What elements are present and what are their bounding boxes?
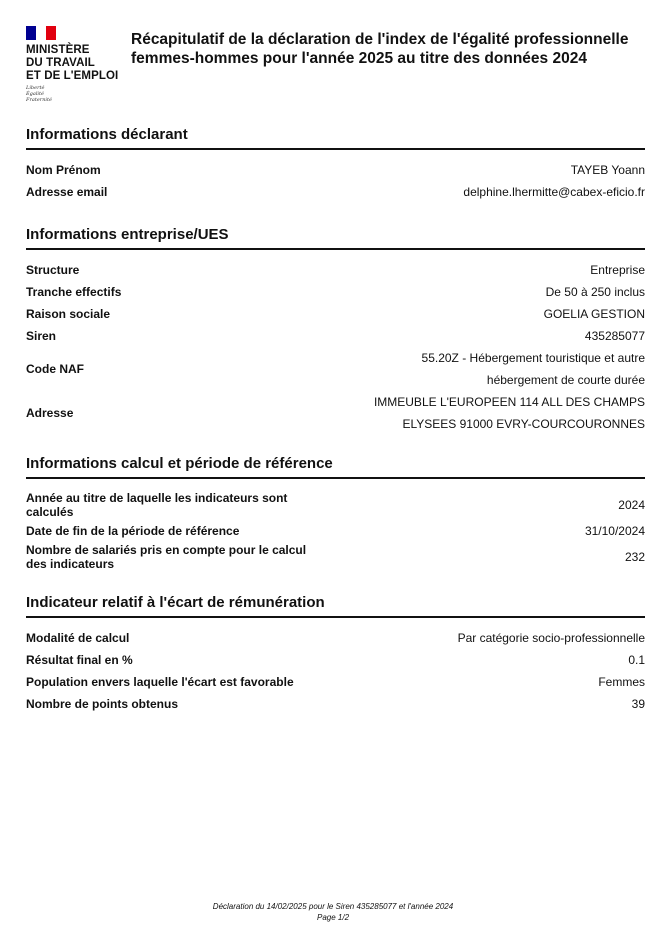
section-heading: Informations déclarant: [26, 125, 645, 150]
field-row: [26, 522, 645, 540]
logo-motto: Liberté Égalité Fraternité: [26, 85, 52, 103]
field-label: Modalité de calcul: [26, 631, 130, 645]
field-value: Par catégorie socio-professionnelle: [457, 631, 645, 645]
field-value: delphine.lhermitte@cabex-eficio.fr: [463, 185, 645, 199]
french-flag-icon: [26, 26, 56, 40]
field-value: De 50 à 250 inclus: [545, 285, 645, 299]
field-value: Entreprise: [590, 263, 645, 277]
field-label: Structure: [26, 263, 80, 277]
page-footer: [0, 901, 666, 923]
field-row: [26, 488, 645, 522]
field-label: Date de fin de la période de référence: [26, 524, 240, 538]
field-label: Population envers laquelle l'écart est favorable: [26, 675, 294, 689]
field-row: [26, 159, 645, 181]
field-label: Adresse email: [26, 185, 108, 199]
field-row: [26, 281, 645, 303]
section-heading: Informations calcul et période de référence: [26, 454, 645, 479]
field-row: [26, 649, 645, 671]
field-row: [26, 259, 645, 281]
logo-line-2: DU TRAVAIL: [26, 57, 95, 69]
section-calcul: [26, 454, 645, 574]
field-value: 232: [624, 550, 645, 564]
section-remuneration: [26, 593, 645, 715]
field-row: [26, 303, 645, 325]
field-value: 2024: [618, 498, 645, 512]
field-row: [26, 671, 645, 693]
section-heading: Indicateur relatif à l'écart de rémunération: [26, 593, 645, 618]
field-row: [26, 627, 645, 649]
field-row: [26, 347, 645, 391]
footer-declaration-info: Déclaration du 14/02/2025 pour le Siren 435285077 et l'année 2024: [212, 902, 454, 911]
field-row: [26, 540, 645, 574]
page-title: Récapitulatif de la déclaration de l'index de l'égalité professionnelle femmes-hommes pour l'année 2025 au titre des données 2024: [131, 31, 629, 67]
field-label: Siren: [26, 329, 57, 343]
field-value: IMMEUBLE L'EUROPEEN 114 ALL DES CHAMPS ELYSEES 91000 EVRY-COURCOURONNES: [373, 395, 645, 431]
field-label: Nom Prénom: [26, 163, 101, 177]
field-label: Tranche effectifs: [26, 285, 122, 299]
field-label: Nombre de points obtenus: [26, 697, 179, 711]
ministry-logo: [26, 26, 126, 103]
field-label: Raison sociale: [26, 307, 111, 321]
section-heading: Informations entreprise/UES: [26, 225, 645, 250]
field-label: Code NAF: [26, 362, 84, 376]
field-row: [26, 693, 645, 715]
document-header: [26, 26, 646, 116]
field-row: [26, 181, 645, 203]
field-row: [26, 391, 645, 435]
field-row: [26, 325, 645, 347]
field-value: GOELIA GESTION: [543, 307, 645, 321]
logo-line-3: ET DE L'EMPLOI: [26, 70, 119, 82]
field-value: 435285077: [584, 329, 645, 343]
field-value: Femmes: [598, 675, 645, 689]
field-value: TAYEB Yoann: [570, 163, 645, 177]
field-value: 31/10/2024: [584, 524, 645, 538]
section-entreprise: [26, 225, 645, 435]
logo-line-1: MINISTÈRE: [26, 44, 90, 56]
page-number: Page 1/2: [316, 913, 350, 922]
field-label: Année au titre de laquelle les indicateurs sont calculés: [26, 491, 288, 519]
field-value: 55.20Z - Hébergement touristique et autre hébergement de courte durée: [421, 351, 645, 387]
section-declarant: [26, 125, 645, 203]
field-value: 39: [631, 697, 645, 711]
field-value: 0.1: [628, 653, 645, 667]
field-label: Adresse: [26, 406, 74, 420]
field-label: Résultat final en %: [26, 653, 133, 667]
field-label: Nombre de salariés pris en compte pour le calcul des indicateurs: [26, 543, 307, 571]
